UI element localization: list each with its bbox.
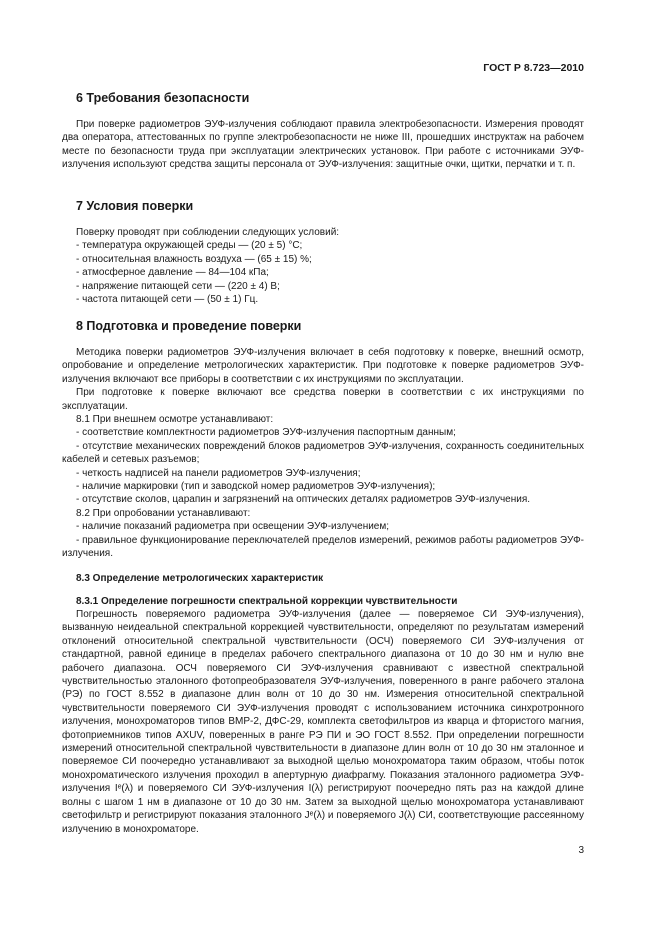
page-number: 3: [578, 845, 584, 856]
list-item: - наличие показаний радиометра при освещении ЭУФ-излучением;: [76, 521, 390, 533]
list-item: - частота питающей сети — (50 ± 1) Гц.: [76, 294, 259, 306]
section-6-title: 6 Требования безопасности: [76, 91, 250, 105]
list-item: - четкость надписей на панели радиометров ЭУФ-излучения;: [76, 467, 361, 479]
paragraph: При подготовке к поверке включают все средства поверки в соответствии с их инструкциями по эксплуатации.: [62, 387, 584, 412]
section-6-body: [62, 118, 584, 172]
section-7-title: 7 Условия поверки: [76, 199, 194, 213]
list-item: - отсутствие механических повреждений блоков радиометров ЭУФ-излучения, сохранность соединительных кабелей и сетевых разъемов;: [62, 440, 584, 466]
list-item: - отсутствие сколов, царапин и загрязнений на оптических деталях радиометров ЭУФ-излучения.: [76, 494, 531, 506]
list-item: - правильное функционирование переключателей пределов измерений, режимов работы радиометров ЭУФ-излучения.: [62, 534, 584, 560]
paragraph: 8.1 При внешнем осмотре устанавливают:: [76, 414, 274, 426]
list-item: - наличие маркировки (тип и заводской номер радиометров ЭУФ-излучения);: [76, 481, 436, 493]
paragraph: Методика поверки радиометров ЭУФ-излучения включает в себя подготовку к поверке, внешний осмотр, опробование и определение метрологических характеристик. При подготовке к поверке радиометров ЭУФ-излучения включают все приборы в соответствии с их инструкциями по эксплуатации.: [62, 347, 584, 385]
section-8-3-1-body: [62, 608, 584, 836]
standard-designation: ГОСТ Р 8.723—2010: [483, 62, 584, 74]
list-item: - относительная влажность воздуха — (65 ± 15) %;: [76, 253, 312, 265]
list-item: - напряжение питающей сети — (220 ± 4) В;: [76, 280, 280, 292]
section-8-title: 8 Подготовка и проведение поверки: [76, 319, 302, 333]
paragraph: При поверке радиометров ЭУФ-излучения соблюдают правила электробезопасности. Измерения проводят два оператора, аттестованных по группе электробезопасности не ниже III, прошедших инструктаж на рабочем месте по безопасности труда при эксплуатации электрических установок. При работе с источниками ЭУФ-излучения используют средства защиты персонала от ЭУФ-излучения: защитные очки, щитки, перчатки и т. п.: [62, 119, 584, 171]
list-item: - соответствие комплектности радиометров ЭУФ-излучения паспортным данным;: [76, 427, 456, 439]
list-item: - температура окружающей среды — (20 ± 5) °С;: [76, 240, 303, 252]
section-8-3-1-title: 8.3.1 Определение погрешности спектральной коррекции чувствительности: [76, 596, 458, 607]
paragraph: Поверку проводят при соблюдении следующих условий:: [76, 227, 340, 238]
paragraph: Погрешность поверяемого радиометра ЭУФ-излучения (далее — поверяемое СИ ЭУФ-излучения), вызванную неидеальной спектральной коррекцией чувствительности, определяют по результатам измерений отклонений относительной спектральной чувствительности (ОСЧ) поверяемого СИ ЭУФ-излучения от стандартной, равной единице в пределах рабочего спектрального диапазона от 10 до 30 нм и нулю вне рабочего диапазона. ОСЧ поверяемого СИ ЭУФ-излучения сравнивают с известной спектральной чувствительностью эталонного фотопреобразователя ЭУФ-излучения, поверенного в ранге рабочего эталона (РЭ) по ГОСТ 8.552 в диапазоне длин волн от 10 до 30 нм. Измерения относительной спектральной чувствительности поверяемого СИ ЭУФ-излучения проводят с использованием источника синхротронного излучения, монохроматоров типов ВМР-2, ДФС-29, комплекта светофильтров из кварца и фтористого магния, фотоприемников типов AXUV, поверенных в ранге РЭ ПИ и ЭО ГОСТ 8.552. При определении погрешности измерений относительной спектральной чувствительности в диапазоне длин волн от 10 до 30 нм эталонное и поверяемое СИ поочередно устанавливают за выходной щелью монохроматора таким образом, чтобы поток монохроматического излучения проходил в апертурную диафрагму. Показания эталонного радиометра ЭУФ-излучения Iᵉ(λ) и поверяемого СИ ЭУФ-излучения I(λ) регистрируют поочередно пять раз на каждой длине волны с шагом 1 нм в диапазоне от 10 до 30 нм. Затем за выходной щелью монохроматора устанавливают светофильтр и регистрируют показания эталонного Jᵉ(λ) и поверяемого J(λ) СИ, соответствующие рассеянному излучению в монохроматоре.: [62, 609, 584, 835]
section-7-body: [62, 226, 584, 306]
paragraph: 8.2 При опробовании устанавливают:: [76, 507, 251, 519]
section-8-3-title: 8.3 Определение метрологических характеристик: [76, 573, 324, 584]
list-item: - атмосферное давление — 84—104 кПа;: [76, 267, 269, 279]
section-8-body: [62, 346, 584, 561]
